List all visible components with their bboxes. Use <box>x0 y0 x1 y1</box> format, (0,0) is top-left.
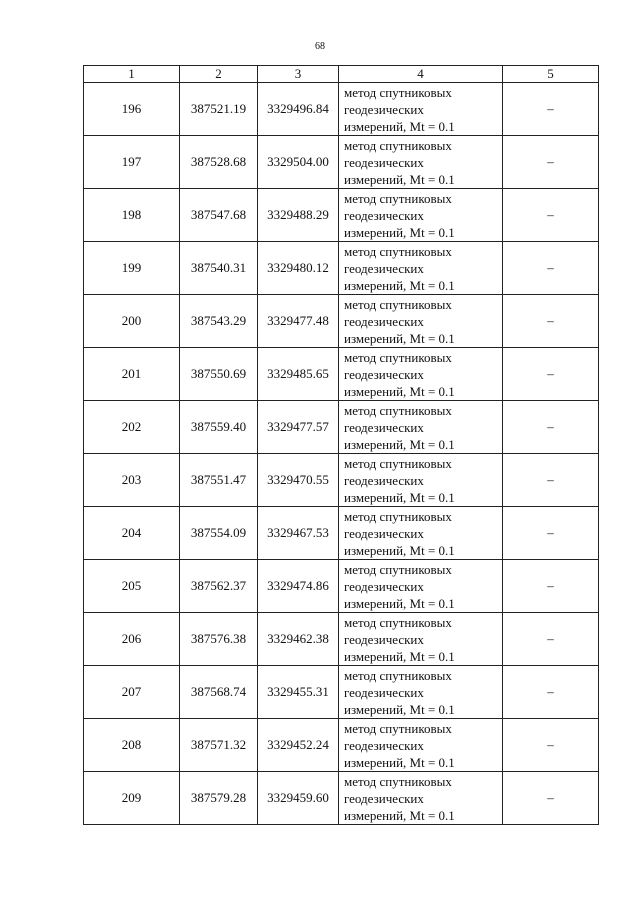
table-row <box>84 348 599 401</box>
method-cell <box>339 772 503 825</box>
note-cell: – <box>503 507 599 560</box>
point-number-cell: 204 <box>84 507 180 560</box>
table-body <box>84 83 599 825</box>
point-number-cell: 199 <box>84 242 180 295</box>
y-coordinate-cell: 3329477.57 <box>258 401 339 454</box>
method-line: метод спутниковых <box>344 508 452 524</box>
method-line: метод спутниковых <box>344 84 452 100</box>
note-cell: – <box>503 83 599 136</box>
coordinates-table <box>83 65 599 825</box>
header-col-4: 4 <box>339 66 503 83</box>
y-coordinate-cell: 3329467.53 <box>258 507 339 560</box>
note-cell: – <box>503 454 599 507</box>
method-line: измерений, Mt = 0.1 <box>344 277 455 293</box>
method-line: геодезических <box>344 684 424 700</box>
table-header <box>84 66 599 83</box>
table-row <box>84 83 599 136</box>
point-number-cell: 205 <box>84 560 180 613</box>
point-number-cell: 203 <box>84 454 180 507</box>
note-cell: – <box>503 295 599 348</box>
method-cell <box>339 613 503 666</box>
x-coordinate-cell: 387550.69 <box>180 348 258 401</box>
method-cell <box>339 295 503 348</box>
method-line: геодезических <box>344 366 424 382</box>
y-coordinate-cell: 3329480.12 <box>258 242 339 295</box>
method-line: геодезических <box>344 790 424 806</box>
method-line: измерений, Mt = 0.1 <box>344 224 455 240</box>
table-row <box>84 242 599 295</box>
method-line: метод спутниковых <box>344 402 452 418</box>
x-coordinate-cell: 387528.68 <box>180 136 258 189</box>
method-cell <box>339 401 503 454</box>
y-coordinate-cell: 3329496.84 <box>258 83 339 136</box>
point-number-cell: 200 <box>84 295 180 348</box>
x-coordinate-cell: 387576.38 <box>180 613 258 666</box>
method-line: геодезических <box>344 313 424 329</box>
method-line: метод спутниковых <box>344 349 452 365</box>
method-line: измерений, Mt = 0.1 <box>344 383 455 399</box>
y-coordinate-cell: 3329504.00 <box>258 136 339 189</box>
table-row <box>84 401 599 454</box>
method-line: измерений, Mt = 0.1 <box>344 118 455 134</box>
note-cell: – <box>503 666 599 719</box>
x-coordinate-cell: 387521.19 <box>180 83 258 136</box>
y-coordinate-cell: 3329485.65 <box>258 348 339 401</box>
method-line: метод спутниковых <box>344 137 452 153</box>
method-line: геодезических <box>344 631 424 647</box>
x-coordinate-cell: 387579.28 <box>180 772 258 825</box>
y-coordinate-cell: 3329462.38 <box>258 613 339 666</box>
method-line: метод спутниковых <box>344 190 452 206</box>
note-cell: – <box>503 242 599 295</box>
y-coordinate-cell: 3329455.31 <box>258 666 339 719</box>
method-line: метод спутниковых <box>344 296 452 312</box>
point-number-cell: 206 <box>84 613 180 666</box>
point-number-cell: 207 <box>84 666 180 719</box>
note-cell: – <box>503 136 599 189</box>
table-row <box>84 719 599 772</box>
note-cell: – <box>503 560 599 613</box>
y-coordinate-cell: 3329488.29 <box>258 189 339 242</box>
table-row <box>84 772 599 825</box>
method-cell <box>339 242 503 295</box>
point-number-cell: 208 <box>84 719 180 772</box>
x-coordinate-cell: 387543.29 <box>180 295 258 348</box>
method-line: измерений, Mt = 0.1 <box>344 648 455 664</box>
method-line: геодезических <box>344 207 424 223</box>
method-line: метод спутниковых <box>344 243 452 259</box>
page-number: 68 <box>315 41 325 52</box>
note-cell: – <box>503 401 599 454</box>
table-row <box>84 613 599 666</box>
x-coordinate-cell: 387568.74 <box>180 666 258 719</box>
method-line: геодезических <box>344 101 424 117</box>
method-cell <box>339 83 503 136</box>
table-row <box>84 189 599 242</box>
point-number-cell: 198 <box>84 189 180 242</box>
method-line: метод спутниковых <box>344 667 452 683</box>
method-cell <box>339 560 503 613</box>
x-coordinate-cell: 387559.40 <box>180 401 258 454</box>
table-row <box>84 507 599 560</box>
method-cell <box>339 507 503 560</box>
method-line: геодезических <box>344 154 424 170</box>
method-line: измерений, Mt = 0.1 <box>344 595 455 611</box>
method-cell <box>339 454 503 507</box>
x-coordinate-cell: 387571.32 <box>180 719 258 772</box>
method-line: измерений, Mt = 0.1 <box>344 489 455 505</box>
x-coordinate-cell: 387551.47 <box>180 454 258 507</box>
table-row <box>84 666 599 719</box>
note-cell: – <box>503 719 599 772</box>
method-line: измерений, Mt = 0.1 <box>344 542 455 558</box>
method-line: метод спутниковых <box>344 561 452 577</box>
point-number-cell: 197 <box>84 136 180 189</box>
y-coordinate-cell: 3329459.60 <box>258 772 339 825</box>
table-row <box>84 136 599 189</box>
note-cell: – <box>503 772 599 825</box>
x-coordinate-cell: 387554.09 <box>180 507 258 560</box>
method-line: измерений, Mt = 0.1 <box>344 754 455 770</box>
method-line: геодезических <box>344 737 424 753</box>
note-cell: – <box>503 348 599 401</box>
header-row <box>84 66 599 83</box>
point-number-cell: 202 <box>84 401 180 454</box>
x-coordinate-cell: 387540.31 <box>180 242 258 295</box>
method-line: метод спутниковых <box>344 614 452 630</box>
y-coordinate-cell: 3329452.24 <box>258 719 339 772</box>
method-line: измерений, Mt = 0.1 <box>344 701 455 717</box>
y-coordinate-cell: 3329470.55 <box>258 454 339 507</box>
header-col-5: 5 <box>503 66 599 83</box>
method-line: геодезических <box>344 525 424 541</box>
y-coordinate-cell: 3329477.48 <box>258 295 339 348</box>
method-line: метод спутниковых <box>344 720 452 736</box>
note-cell: – <box>503 189 599 242</box>
method-line: метод спутниковых <box>344 455 452 471</box>
method-line: измерений, Mt = 0.1 <box>344 171 455 187</box>
method-cell <box>339 348 503 401</box>
table-row <box>84 560 599 613</box>
method-line: геодезических <box>344 472 424 488</box>
y-coordinate-cell: 3329474.86 <box>258 560 339 613</box>
x-coordinate-cell: 387562.37 <box>180 560 258 613</box>
method-line: геодезических <box>344 578 424 594</box>
method-line: измерений, Mt = 0.1 <box>344 807 455 823</box>
table-row <box>84 295 599 348</box>
method-line: геодезических <box>344 419 424 435</box>
table-row <box>84 454 599 507</box>
x-coordinate-cell: 387547.68 <box>180 189 258 242</box>
method-cell <box>339 189 503 242</box>
header-col-1: 1 <box>84 66 180 83</box>
point-number-cell: 209 <box>84 772 180 825</box>
header-col-3: 3 <box>258 66 339 83</box>
method-line: измерений, Mt = 0.1 <box>344 330 455 346</box>
method-line: метод спутниковых <box>344 773 452 789</box>
method-cell <box>339 666 503 719</box>
header-col-2: 2 <box>180 66 258 83</box>
point-number-cell: 196 <box>84 83 180 136</box>
method-line: измерений, Mt = 0.1 <box>344 436 455 452</box>
method-cell <box>339 136 503 189</box>
method-cell <box>339 719 503 772</box>
method-line: геодезических <box>344 260 424 276</box>
note-cell: – <box>503 613 599 666</box>
point-number-cell: 201 <box>84 348 180 401</box>
